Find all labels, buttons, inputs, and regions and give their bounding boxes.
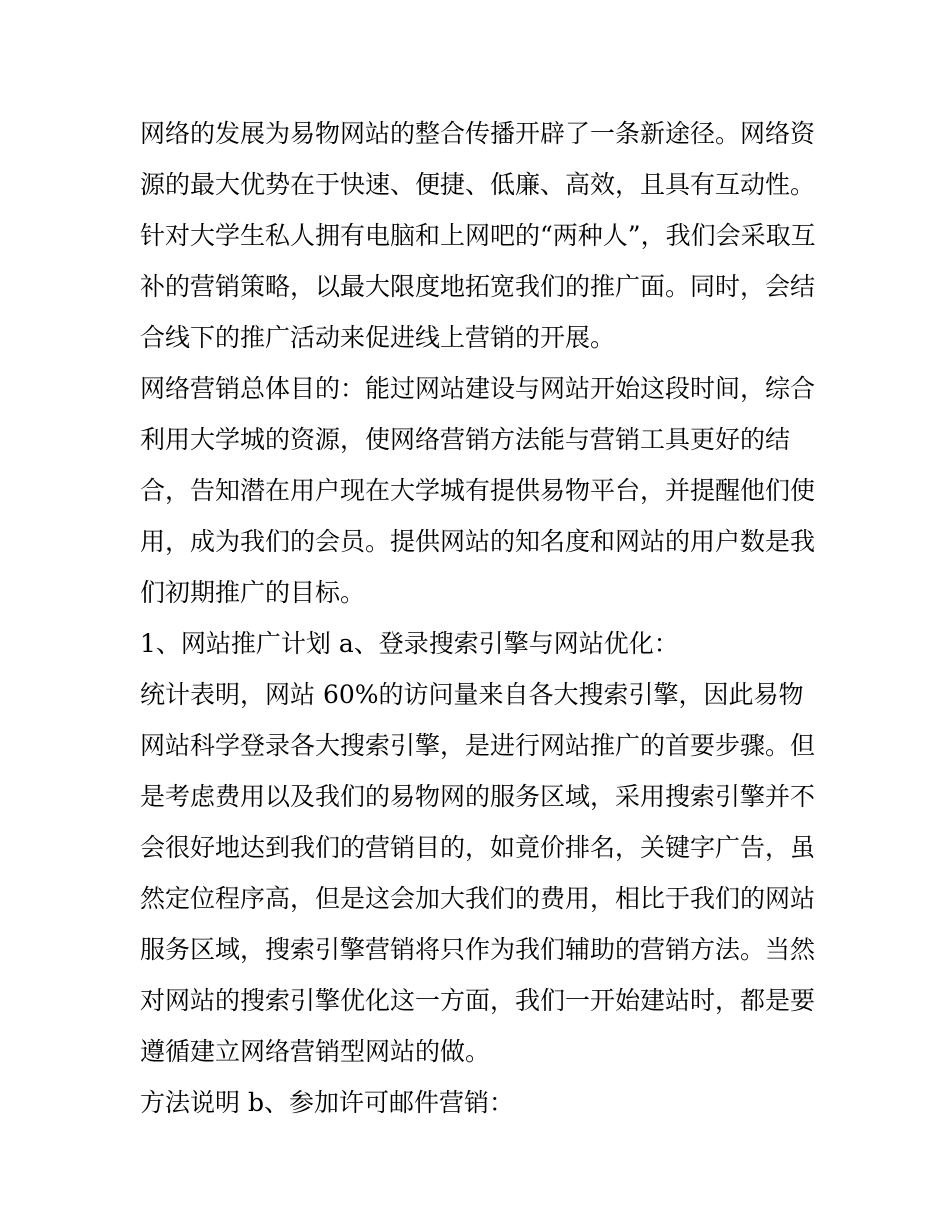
text-line: 统计表明，网站 60%的访问量来自各大搜索引擎，因此易物 — [140, 680, 804, 709]
text-line: 1、网站推广计划 a、登录搜索引擎与网站优化： — [140, 629, 679, 658]
text-line: 合，告知潜在用户现在大学城有提供易物平台，并提醒他们使 — [140, 476, 816, 505]
paragraph-search-engine — [140, 669, 820, 1077]
text-line: 网络营销总体目的：能过网站建设与网站开始这段时间，综合 — [140, 374, 816, 403]
text-line: 服务区域，搜索引擎营销将只作为我们辅助的营销方法。当然 — [140, 935, 816, 964]
text-line: 利用大学城的资源，使网络营销方法能与营销工具更好的结 — [140, 425, 791, 454]
text-line: 会很好地达到我们的营销目的，如竟价排名，关键字广告，虽 — [140, 833, 816, 862]
paragraph-marketing-goal — [140, 363, 820, 618]
text-line: 然定位程序高，但是这会加大我们的费用，相比于我们的网站 — [140, 884, 816, 913]
text-line: 合线下的推广活动来促进线上营销的开展。 — [140, 323, 616, 352]
text-line: 方法说明 b、参加许可邮件营销： — [140, 1088, 514, 1117]
text-line: 补的营销策略，以最大限度地拓宽我们的推广面。同时，会结 — [140, 272, 816, 301]
heading-promotion-plan — [140, 618, 820, 669]
text-line: 网络的发展为易物网站的整合传播开辟了一条新途径。网络资 — [140, 119, 816, 148]
text-line: 用，成为我们的会员。提供网站的知名度和网站的用户数是我 — [140, 527, 816, 556]
document-body — [140, 108, 820, 1128]
text-line: 是考虑费用以及我们的易物网的服务区域，采用搜索引擎并不 — [140, 782, 816, 811]
paragraph-network-intro — [140, 108, 820, 363]
text-line: 网站科学登录各大搜索引擎，是进行网站推广的首要步骤。但 — [140, 731, 816, 760]
heading-email-marketing — [140, 1077, 820, 1128]
text-line: 对网站的搜索引擎优化这一方面，我们一开始建站时，都是要 — [140, 986, 816, 1015]
text-line: 遵循建立网络营销型网站的做。 — [140, 1037, 491, 1066]
text-line: 源的最大优势在于快速、便捷、低廉、高效，且具有互动性。 — [140, 170, 816, 199]
text-line: 针对大学生私人拥有电脑和上网吧的“两种人”，我们会采取互 — [140, 221, 816, 250]
text-line: 们初期推广的目标。 — [140, 578, 366, 607]
